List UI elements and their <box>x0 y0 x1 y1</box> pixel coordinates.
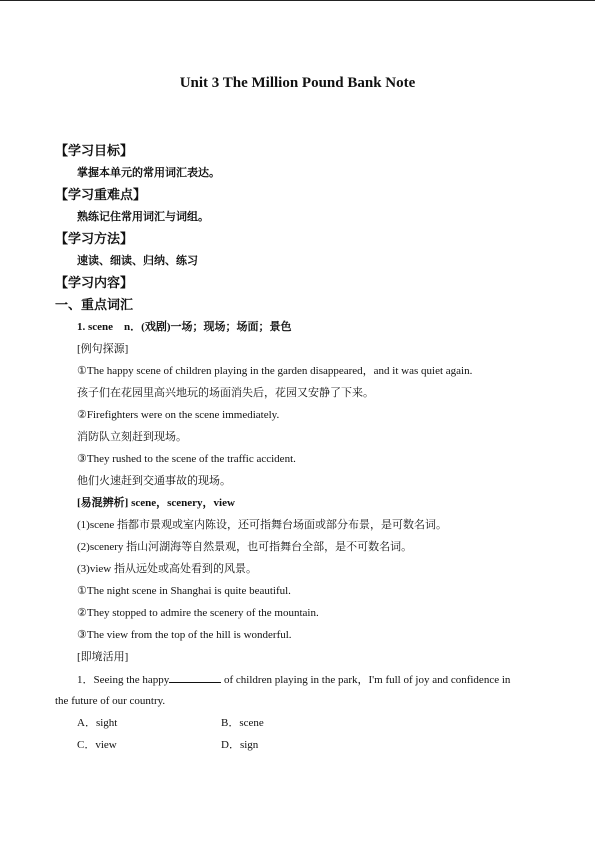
question-1-continuation: the future of our country. <box>55 695 166 707</box>
page-title: Unit 3 The Million Pound Bank Note <box>179 75 416 91</box>
option-b: B．scene <box>221 717 264 729</box>
examples-label: [例句探源] <box>77 343 129 355</box>
methods-text: 速读、细读、归纳、练习 <box>77 255 198 267</box>
question-1-start: 1．Seeing the happy <box>77 674 170 686</box>
example-2-cn: 消防队立刻赶到现场。 <box>77 431 187 443</box>
goals-label: 【学习目标】 <box>55 143 134 158</box>
confusion-example-3: ③The view from the top of the hill is wonderful. <box>77 629 292 641</box>
methods-label: 【学习方法】 <box>55 231 134 246</box>
option-c: C．view <box>77 739 117 751</box>
confusion-2: (2)scenery 指山河湖海等自然景观，也可指舞台全部，是不可数名词。 <box>77 541 413 553</box>
confusion-label: [易混辨析] scene，scenery，view <box>77 497 235 509</box>
option-d: D．sign <box>221 739 259 751</box>
section-heading: 一、重点词汇 <box>55 297 134 312</box>
example-1-en: ①The happy scene of children playing in the garden disappeared，and it was quiet again. <box>77 365 473 377</box>
question-1-end: of children playing in the park，I'm full of joy and confidence in <box>221 674 511 686</box>
confusion-3: (3)view 指从远处或高处看到的风景。 <box>77 563 257 575</box>
word-entry: 1. scene n．(戏剧)一场；现场；场面；景色 <box>77 321 292 333</box>
example-3-cn: 他们火速赶到交通事故的现场。 <box>77 475 231 487</box>
example-2-en: ②Firefighters were on the scene immediately. <box>77 409 280 421</box>
goals-text: 掌握本单元的常用词汇表达。 <box>77 167 220 179</box>
example-1-cn: 孩子们在花园里高兴地玩的场面消失后，花园又安静了下来。 <box>77 387 374 399</box>
confusion-example-2: ②They stopped to admire the scenery of the mountain. <box>77 607 319 619</box>
option-a: A．sight <box>77 717 118 729</box>
confusion-example-1: ①The night scene in Shanghai is quite beautiful. <box>77 585 291 597</box>
question-1 <box>77 672 510 687</box>
example-3-en: ③They rushed to the scene of the traffic accident. <box>77 453 296 465</box>
contents-label: 【学习内容】 <box>55 275 134 290</box>
key-points-text: 熟练记住常用词汇与词组。 <box>77 211 209 223</box>
top-rule <box>0 0 595 1</box>
answer-blank <box>169 672 221 683</box>
key-points-label: 【学习重难点】 <box>55 187 147 202</box>
practice-label: [即境活用] <box>77 651 129 663</box>
confusion-1: (1)scene 指都市景观或室内陈设，还可指舞台场面或部分布景，是可数名词。 <box>77 519 448 531</box>
